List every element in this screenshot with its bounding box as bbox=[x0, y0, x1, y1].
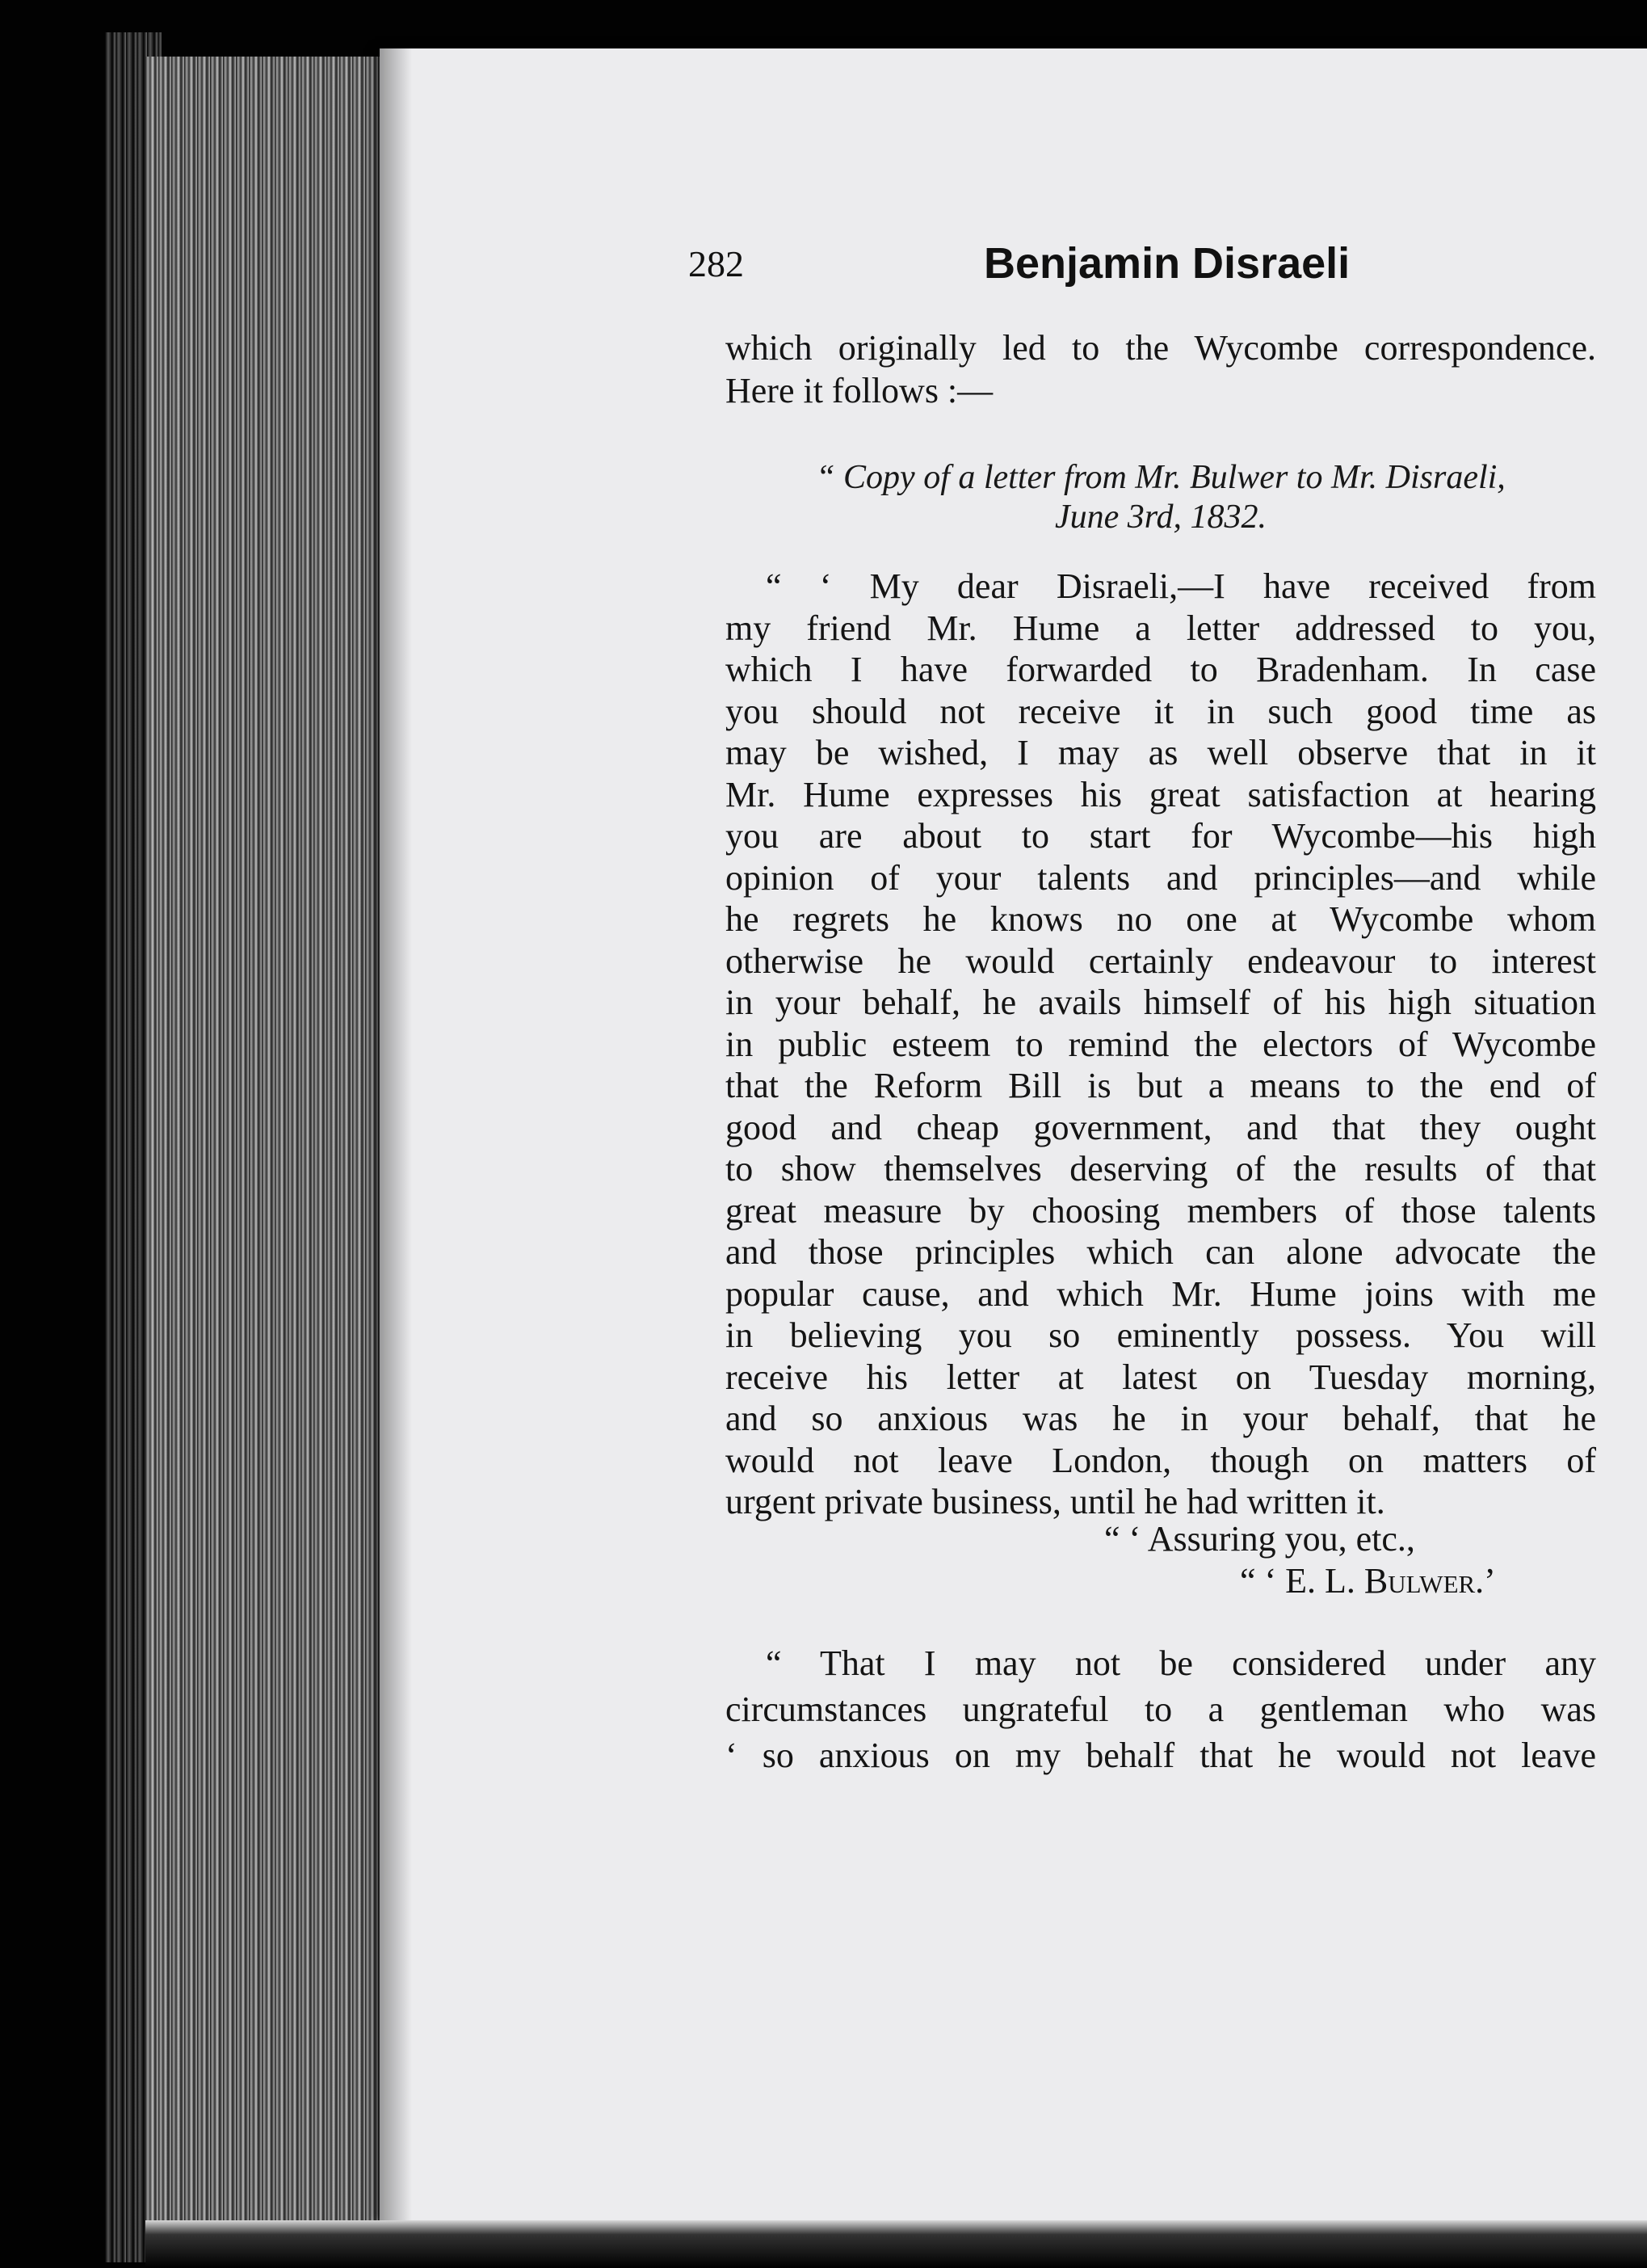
signature-text: “ ‘ E. L. Bulwer.’ bbox=[1240, 1561, 1496, 1601]
letter-signature bbox=[1240, 1560, 1496, 1601]
intro-line: Here it follows :— bbox=[725, 371, 994, 410]
letter-line: in public esteem to remind the electors of Wycombe bbox=[725, 1024, 1596, 1064]
letter-line: to show themselves deserving of the results of that bbox=[725, 1149, 1596, 1189]
letter-closing: “ ‘ Assuring you, etc., bbox=[1104, 1519, 1415, 1559]
letter-line: may be wished, I may as well observe that in it bbox=[725, 733, 1596, 772]
letter-line: good and cheap government, and that they ought bbox=[725, 1107, 1596, 1147]
letter-line: “ ‘ My dear Disraeli,—I have received from bbox=[766, 566, 1596, 606]
letter-line: that the Reform Bill is but a means to the end of bbox=[725, 1066, 1596, 1105]
running-title: Benjamin Disraeli bbox=[984, 239, 1351, 288]
letter-line: Mr. Hume expresses his great satisfaction at hearing bbox=[725, 774, 1596, 814]
letter-line: you should not receive it in such good time as bbox=[725, 691, 1596, 731]
letter-line: my friend Mr. Hume a letter addressed to you, bbox=[725, 608, 1596, 648]
letter-line: and so anxious was he in your behalf, that he bbox=[725, 1399, 1596, 1438]
letter-line: otherwise he would certainly endeavour to interest bbox=[725, 940, 1596, 981]
letter-caption-date: June 3rd, 1832. bbox=[1054, 499, 1267, 536]
letter-line: urgent private business, until he had written it. bbox=[725, 1482, 1385, 1521]
paragraph-line: “ That I may not be considered under any bbox=[766, 1643, 1596, 1683]
page-number: 282 bbox=[688, 243, 744, 284]
letter-caption: “ Copy of a letter from Mr. Bulwer to Mr. Disraeli, bbox=[816, 459, 1506, 496]
letter-line: and those principles which can alone advocate the bbox=[725, 1232, 1596, 1272]
intro-line: which originally led to the Wycombe correspondence. bbox=[725, 328, 1596, 368]
letter-line: receive his letter at latest on Tuesday morning, bbox=[725, 1357, 1596, 1397]
paragraph-line: circumstances ungrateful to a gentleman who was bbox=[725, 1689, 1596, 1729]
letter-line: great measure by choosing members of those talents bbox=[725, 1190, 1596, 1231]
letter-line: which I have forwarded to Bradenham. In case bbox=[725, 650, 1596, 689]
letter-line: popular cause, and which Mr. Hume joins with me bbox=[725, 1273, 1596, 1314]
paragraph-line: ‘ so anxious on my behalf that he would not leave bbox=[725, 1736, 1596, 1775]
letter-line: he regrets he knows no one at Wycombe whom bbox=[725, 899, 1596, 939]
letter-line: in your behalf, he avails himself of his high situation bbox=[725, 983, 1596, 1022]
page-bottom-edge bbox=[145, 2220, 1647, 2268]
letter-line: you are about to start for Wycombe—his high bbox=[725, 816, 1596, 856]
letter-line: in believing you so eminently possess. You will bbox=[725, 1315, 1596, 1355]
letter-line: would not leave London, though on matters of bbox=[725, 1440, 1596, 1480]
letter-line: opinion of your talents and principles—and while bbox=[725, 857, 1596, 898]
